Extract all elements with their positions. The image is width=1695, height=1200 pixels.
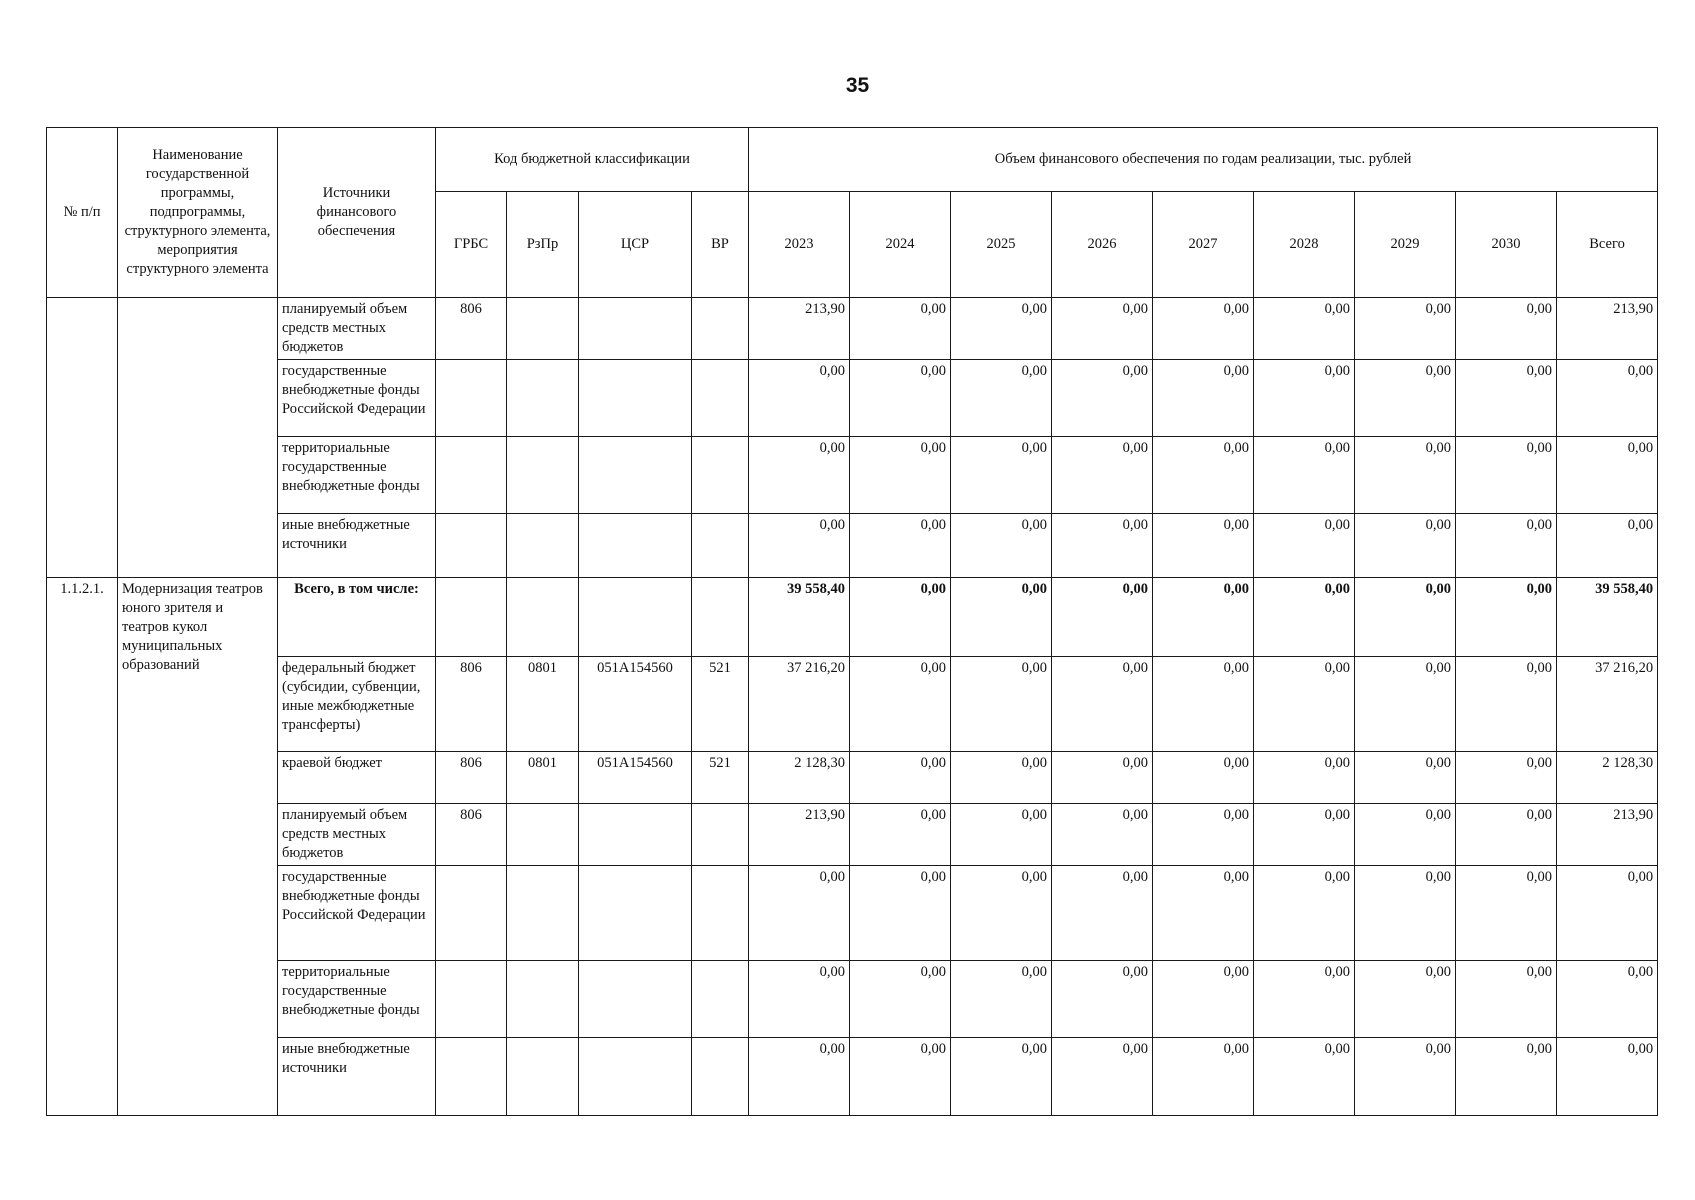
vr-cell <box>692 360 749 437</box>
value-cell: 0,00 <box>1052 866 1153 961</box>
header-kbk-group: Код бюджетной классификации <box>436 128 749 192</box>
value-cell: 0,00 <box>1052 360 1153 437</box>
value-cell: 0,00 <box>749 866 850 961</box>
vr-cell <box>692 1038 749 1116</box>
header-vr: ВР <box>692 192 749 298</box>
vr-cell: 521 <box>692 657 749 752</box>
value-cell: 0,00 <box>1153 752 1254 804</box>
value-cell: 0,00 <box>951 804 1052 866</box>
header-year: 2025 <box>951 192 1052 298</box>
header-name: Наименование государственной программы, подпрограммы, структурного элемента, мероприятия структурного элемента <box>118 128 278 298</box>
value-cell: 0,00 <box>1254 514 1355 578</box>
value-cell: 0,00 <box>1254 657 1355 752</box>
rzpr-cell <box>507 360 579 437</box>
value-cell: 0,00 <box>1153 578 1254 657</box>
value-cell: 0,00 <box>1456 657 1557 752</box>
source-cell: планируемый объем средств местных бюджетов <box>278 804 436 866</box>
value-cell: 213,90 <box>749 804 850 866</box>
value-cell: 0,00 <box>850 514 951 578</box>
value-cell: 0,00 <box>1355 578 1456 657</box>
value-cell: 0,00 <box>749 1038 850 1116</box>
value-cell: 0,00 <box>1456 866 1557 961</box>
vr-cell <box>692 961 749 1038</box>
value-cell: 0,00 <box>850 360 951 437</box>
source-cell: планируемый объем средств местных бюджетов <box>278 298 436 360</box>
value-cell: 0,00 <box>1355 360 1456 437</box>
total-cell: 0,00 <box>1557 1038 1658 1116</box>
table-row <box>47 360 1658 437</box>
header-csr: ЦСР <box>579 192 692 298</box>
header-total: Всего <box>1557 192 1658 298</box>
table-row <box>47 752 1658 804</box>
table-row <box>47 1038 1658 1116</box>
value-cell: 0,00 <box>1355 804 1456 866</box>
grbs-cell: 806 <box>436 752 507 804</box>
value-cell: 2 128,30 <box>749 752 850 804</box>
value-cell: 0,00 <box>1052 1038 1153 1116</box>
table-row <box>47 961 1658 1038</box>
total-cell: 39 558,40 <box>1557 578 1658 657</box>
total-cell: 0,00 <box>1557 866 1658 961</box>
value-cell: 0,00 <box>1254 804 1355 866</box>
value-cell: 0,00 <box>1153 437 1254 514</box>
header-grbs: ГРБС <box>436 192 507 298</box>
vr-cell <box>692 437 749 514</box>
value-cell: 0,00 <box>1254 752 1355 804</box>
value-cell: 0,00 <box>1254 1038 1355 1116</box>
budget-table <box>46 127 1658 1116</box>
value-cell: 0,00 <box>749 514 850 578</box>
header-year: 2027 <box>1153 192 1254 298</box>
value-cell: 0,00 <box>850 657 951 752</box>
value-cell: 0,00 <box>1153 298 1254 360</box>
source-cell: иные внебюджетные источники <box>278 1038 436 1116</box>
value-cell: 0,00 <box>1456 360 1557 437</box>
total-cell: 2 128,30 <box>1557 752 1658 804</box>
name-cell-empty <box>118 298 278 578</box>
value-cell: 0,00 <box>951 514 1052 578</box>
grbs-cell <box>436 578 507 657</box>
page-number: 35 <box>845 74 870 97</box>
vr-cell <box>692 866 749 961</box>
header-volume-group: Объем финансового обеспечения по годам реализации, тыс. рублей <box>749 128 1658 192</box>
grbs-cell: 806 <box>436 657 507 752</box>
grbs-cell: 806 <box>436 298 507 360</box>
table-row <box>47 578 1658 657</box>
value-cell: 0,00 <box>850 752 951 804</box>
value-cell: 0,00 <box>1355 1038 1456 1116</box>
value-cell: 0,00 <box>951 657 1052 752</box>
csr-cell <box>579 1038 692 1116</box>
value-cell: 0,00 <box>850 437 951 514</box>
value-cell: 0,00 <box>1153 657 1254 752</box>
rzpr-cell <box>507 514 579 578</box>
grbs-cell <box>436 514 507 578</box>
header-rzpr: РзПр <box>507 192 579 298</box>
value-cell: 0,00 <box>1456 578 1557 657</box>
value-cell: 0,00 <box>850 961 951 1038</box>
source-cell: территориальные государственные внебюджетные фонды <box>278 437 436 514</box>
header-num: № п/п <box>47 128 118 298</box>
source-cell: государственные внебюджетные фонды Российской Федерации <box>278 866 436 961</box>
value-cell: 0,00 <box>1456 961 1557 1038</box>
value-cell: 0,00 <box>850 804 951 866</box>
value-cell: 0,00 <box>1052 657 1153 752</box>
value-cell: 0,00 <box>1456 437 1557 514</box>
header-year: 2030 <box>1456 192 1557 298</box>
header-year: 2028 <box>1254 192 1355 298</box>
table-body <box>47 298 1658 1116</box>
value-cell: 0,00 <box>951 1038 1052 1116</box>
total-cell: 0,00 <box>1557 437 1658 514</box>
item-name: Модернизация театров юного зрителя и театров кукол муниципальных образований <box>118 578 278 1116</box>
value-cell: 0,00 <box>1355 866 1456 961</box>
value-cell: 0,00 <box>1052 514 1153 578</box>
csr-cell: 051A154560 <box>579 752 692 804</box>
value-cell: 0,00 <box>1456 752 1557 804</box>
grbs-cell: 806 <box>436 804 507 866</box>
value-cell: 0,00 <box>850 298 951 360</box>
source-cell: территориальные государственные внебюджетные фонды <box>278 961 436 1038</box>
grbs-cell <box>436 360 507 437</box>
value-cell: 37 216,20 <box>749 657 850 752</box>
value-cell: 0,00 <box>749 437 850 514</box>
table-row <box>47 866 1658 961</box>
source-cell-total: Всего, в том числе: <box>278 578 436 657</box>
header-year: 2029 <box>1355 192 1456 298</box>
vr-cell <box>692 298 749 360</box>
value-cell: 0,00 <box>749 961 850 1038</box>
value-cell: 0,00 <box>951 866 1052 961</box>
csr-cell <box>579 961 692 1038</box>
grbs-cell <box>436 1038 507 1116</box>
header-year: 2023 <box>749 192 850 298</box>
csr-cell <box>579 578 692 657</box>
total-cell: 213,90 <box>1557 804 1658 866</box>
value-cell: 0,00 <box>951 578 1052 657</box>
table-header <box>47 128 1658 298</box>
value-cell: 0,00 <box>1254 298 1355 360</box>
value-cell: 0,00 <box>1153 961 1254 1038</box>
value-cell: 0,00 <box>1355 657 1456 752</box>
total-cell: 0,00 <box>1557 961 1658 1038</box>
csr-cell <box>579 804 692 866</box>
grbs-cell <box>436 437 507 514</box>
source-cell: краевой бюджет <box>278 752 436 804</box>
csr-cell <box>579 514 692 578</box>
header-year: 2024 <box>850 192 951 298</box>
item-number: 1.1.2.1. <box>47 578 118 1116</box>
value-cell: 0,00 <box>951 961 1052 1038</box>
table-row <box>47 298 1658 360</box>
value-cell: 0,00 <box>1456 804 1557 866</box>
rzpr-cell <box>507 578 579 657</box>
grbs-cell <box>436 961 507 1038</box>
value-cell: 0,00 <box>951 752 1052 804</box>
grbs-cell <box>436 866 507 961</box>
value-cell: 0,00 <box>1254 578 1355 657</box>
value-cell: 0,00 <box>1254 437 1355 514</box>
value-cell: 0,00 <box>1153 866 1254 961</box>
value-cell: 0,00 <box>1153 514 1254 578</box>
value-cell: 0,00 <box>1052 804 1153 866</box>
value-cell: 0,00 <box>1052 298 1153 360</box>
total-cell: 0,00 <box>1557 514 1658 578</box>
value-cell: 0,00 <box>1456 298 1557 360</box>
vr-cell: 521 <box>692 752 749 804</box>
value-cell: 0,00 <box>850 1038 951 1116</box>
value-cell: 0,00 <box>1052 961 1153 1038</box>
value-cell: 0,00 <box>1052 578 1153 657</box>
header-source: Источники финансового обеспечения <box>278 128 436 298</box>
rzpr-cell <box>507 866 579 961</box>
table-row <box>47 657 1658 752</box>
rzpr-cell <box>507 298 579 360</box>
source-cell: федеральный бюджет (субсидии, субвенции, иные межбюджетные трансферты) <box>278 657 436 752</box>
total-cell: 213,90 <box>1557 298 1658 360</box>
vr-cell <box>692 578 749 657</box>
rzpr-cell <box>507 804 579 866</box>
num-cell-empty <box>47 298 118 578</box>
csr-cell <box>579 360 692 437</box>
source-cell: государственные внебюджетные фонды Российской Федерации <box>278 360 436 437</box>
value-cell: 0,00 <box>1355 752 1456 804</box>
value-cell: 0,00 <box>850 866 951 961</box>
rzpr-cell: 0801 <box>507 657 579 752</box>
value-cell: 0,00 <box>1355 298 1456 360</box>
vr-cell <box>692 514 749 578</box>
value-cell: 0,00 <box>1254 866 1355 961</box>
vr-cell <box>692 804 749 866</box>
value-cell: 0,00 <box>1153 804 1254 866</box>
value-cell: 0,00 <box>951 298 1052 360</box>
csr-cell <box>579 298 692 360</box>
value-cell: 0,00 <box>1153 1038 1254 1116</box>
header-year: 2026 <box>1052 192 1153 298</box>
csr-cell: 051A154560 <box>579 657 692 752</box>
value-cell: 213,90 <box>749 298 850 360</box>
value-cell: 0,00 <box>1052 437 1153 514</box>
value-cell: 0,00 <box>1355 514 1456 578</box>
value-cell: 0,00 <box>1254 961 1355 1038</box>
value-cell: 0,00 <box>1355 437 1456 514</box>
rzpr-cell <box>507 961 579 1038</box>
total-cell: 37 216,20 <box>1557 657 1658 752</box>
table-row <box>47 514 1658 578</box>
table-row <box>47 437 1658 514</box>
value-cell: 0,00 <box>1254 360 1355 437</box>
source-cell: иные внебюджетные источники <box>278 514 436 578</box>
value-cell: 0,00 <box>749 360 850 437</box>
value-cell: 0,00 <box>1052 752 1153 804</box>
value-cell: 39 558,40 <box>749 578 850 657</box>
value-cell: 0,00 <box>951 437 1052 514</box>
value-cell: 0,00 <box>1456 514 1557 578</box>
rzpr-cell <box>507 1038 579 1116</box>
rzpr-cell <box>507 437 579 514</box>
csr-cell <box>579 437 692 514</box>
table-row <box>47 804 1658 866</box>
value-cell: 0,00 <box>1456 1038 1557 1116</box>
value-cell: 0,00 <box>951 360 1052 437</box>
csr-cell <box>579 866 692 961</box>
value-cell: 0,00 <box>1355 961 1456 1038</box>
total-cell: 0,00 <box>1557 360 1658 437</box>
value-cell: 0,00 <box>850 578 951 657</box>
rzpr-cell: 0801 <box>507 752 579 804</box>
value-cell: 0,00 <box>1153 360 1254 437</box>
